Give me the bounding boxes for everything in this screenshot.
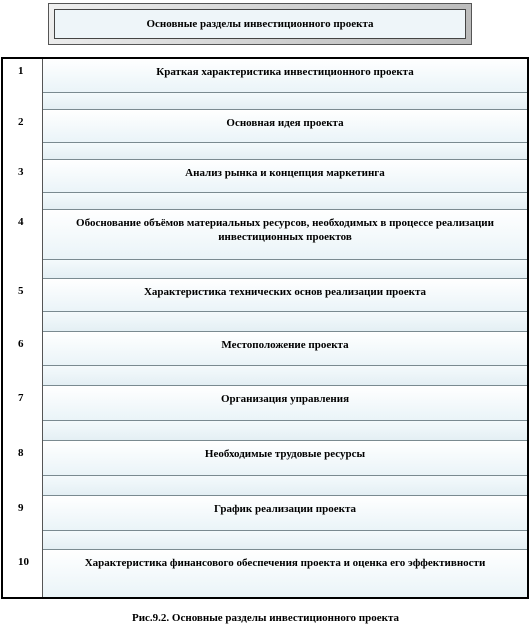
section-number: 1: [3, 59, 43, 93]
section-title: Местоположение проекта: [43, 332, 527, 366]
diagram-title: Основные разделы инвестиционного проекта: [54, 9, 466, 39]
section-row-8: [3, 441, 527, 476]
section-number: 9: [3, 496, 43, 531]
section-number: 4: [3, 210, 43, 260]
section-title: Организация управления: [43, 386, 527, 421]
row-separator-left: [3, 143, 43, 160]
row-separator: [43, 421, 527, 441]
section-number: 5: [3, 279, 43, 312]
section-title: Краткая характеристика инвестиционного проекта: [43, 59, 527, 93]
row-separator: [43, 93, 527, 110]
section-row-4: [3, 210, 527, 260]
section-row-5: [3, 279, 527, 312]
section-number: 7: [3, 386, 43, 421]
row-separator-left: [3, 366, 43, 386]
row-separator: [43, 260, 527, 279]
section-title: Обоснование объёмов материальных ресурсов, необходимых в процессе реализации инвестиционных проектов: [43, 210, 527, 260]
section-title: Характеристика технических основ реализации проекта: [43, 279, 527, 312]
section-title: Характеристика финансового обеспечения проекта и оценка его эффективности: [43, 550, 527, 597]
section-row-3: [3, 160, 527, 193]
row-separator: [43, 366, 527, 386]
section-number: 10: [3, 550, 43, 597]
section-row-2: [3, 110, 527, 143]
section-row-7: [3, 386, 527, 421]
row-separator-left: [3, 476, 43, 496]
row-separator-left: [3, 421, 43, 441]
row-separator-left: [3, 93, 43, 110]
row-separator-left: [3, 531, 43, 550]
section-number: 8: [3, 441, 43, 476]
figure-caption: Рис.9.2. Основные разделы инвестиционного проекта: [131, 612, 400, 624]
section-title: Необходимые трудовые ресурсы: [43, 441, 527, 476]
row-separator-left: [3, 260, 43, 279]
row-separator: [43, 143, 527, 160]
row-separator: [43, 193, 527, 210]
section-number: 2: [3, 110, 43, 143]
row-separator: [43, 531, 527, 550]
section-title: График реализации проекта: [43, 496, 527, 531]
diagram-title-frame: [48, 3, 472, 45]
section-row-1: [3, 59, 527, 93]
section-title: Основная идея проекта: [43, 110, 527, 143]
section-number: 3: [3, 160, 43, 193]
section-title: Анализ рынка и концепция маркетинга: [43, 160, 527, 193]
section-row-9: [3, 496, 527, 531]
row-separator-left: [3, 312, 43, 332]
row-separator: [43, 476, 527, 496]
section-number: 6: [3, 332, 43, 366]
section-row-6: [3, 332, 527, 366]
sections-table: [1, 57, 529, 599]
row-separator-left: [3, 193, 43, 210]
section-row-10: [3, 550, 527, 597]
row-separator: [43, 312, 527, 332]
